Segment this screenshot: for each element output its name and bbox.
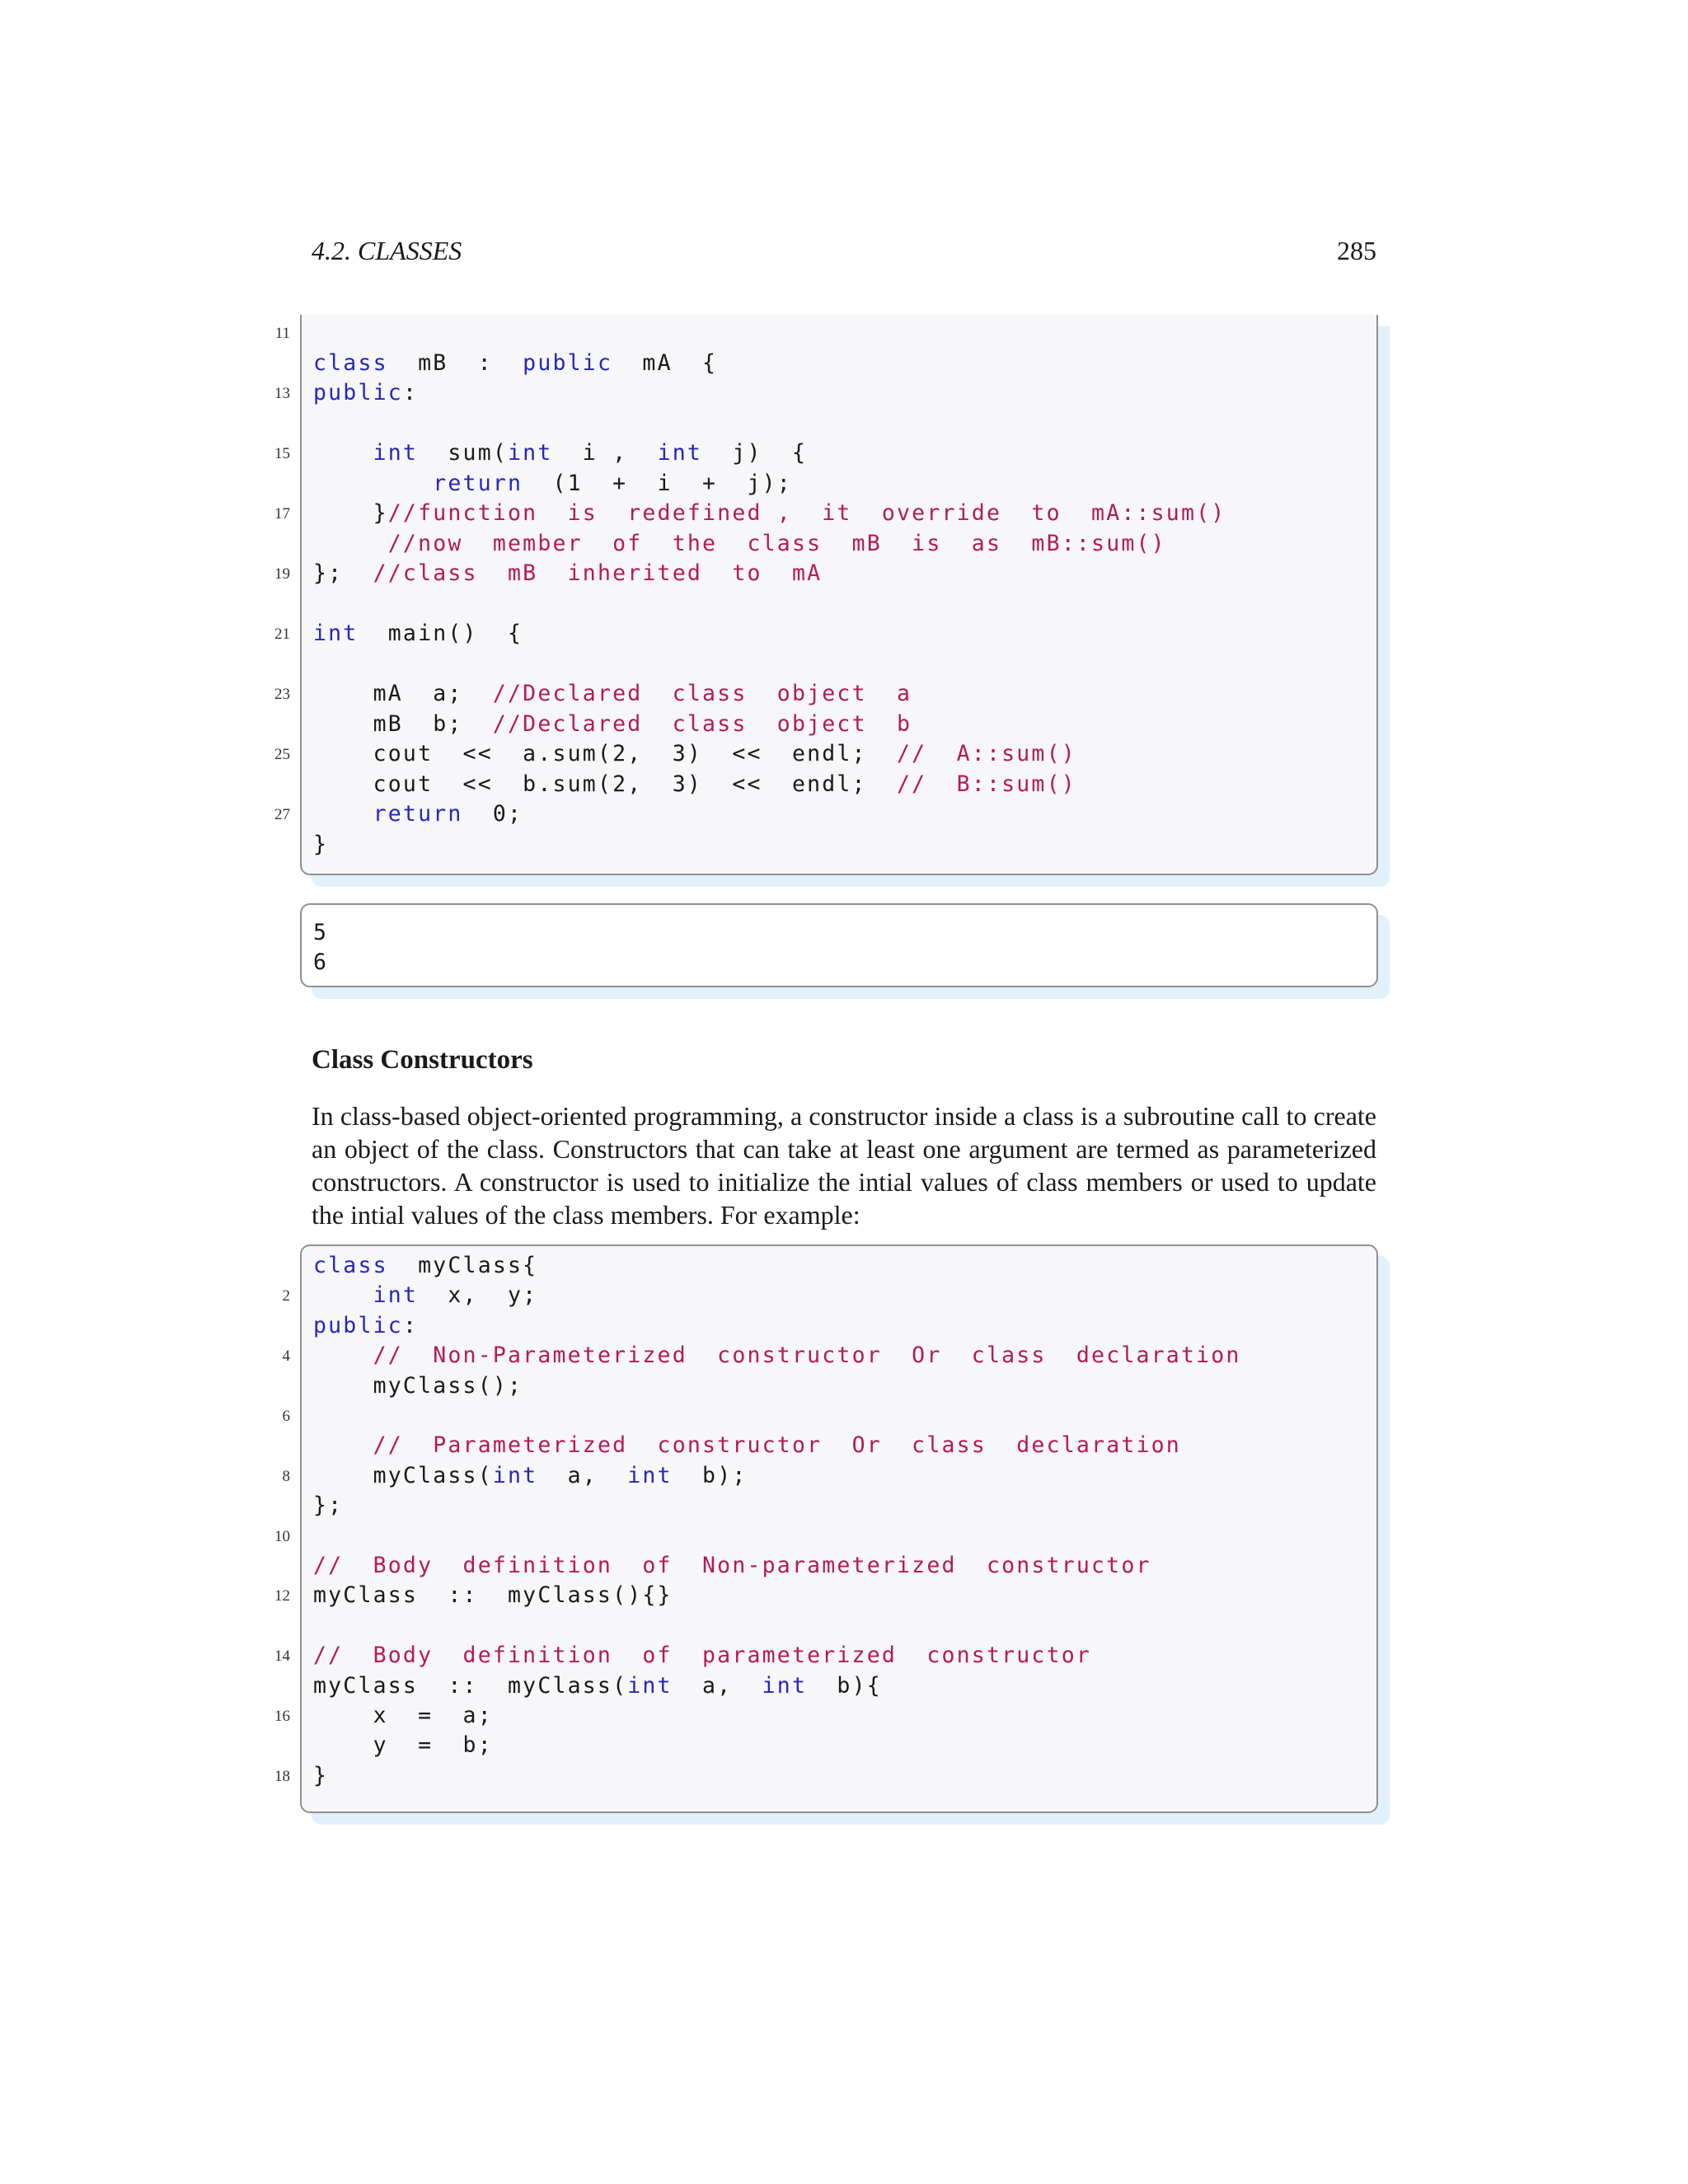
- output-line: 5: [313, 920, 326, 945]
- running-header-title: 4.2. CLASSES: [312, 236, 462, 265]
- code-text: main() {: [358, 621, 523, 646]
- code-comment: // Body definition of Non-parameterized constructor: [313, 1553, 1151, 1578]
- code-keyword: class: [313, 349, 388, 376]
- code-line: [313, 438, 807, 468]
- line-number: 16: [274, 1708, 290, 1725]
- code-line: [313, 799, 523, 829]
- code-keyword: int: [762, 1672, 808, 1699]
- code-text: myClass :: myClass(){}: [313, 1582, 673, 1609]
- code-text: mB b;: [313, 710, 493, 737]
- line-number: 10: [274, 1527, 290, 1545]
- code-line: [313, 739, 1076, 769]
- line-number: 14: [274, 1647, 290, 1666]
- code-text: cout << a.sum(2, 3) << endl;: [313, 741, 898, 766]
- code-text: myClass :: myClass(: [313, 1672, 628, 1699]
- code-text: };: [313, 1493, 344, 1519]
- code-text: }: [313, 500, 388, 526]
- line-number: 6: [282, 1408, 290, 1425]
- code-comment: // A::sum(): [897, 741, 1076, 766]
- code-text: y = b;: [313, 1732, 493, 1759]
- code-line: [313, 499, 1226, 528]
- code-text: [313, 801, 373, 827]
- code-keyword: int: [492, 1462, 538, 1488]
- code-comment: //class mB inherited to mA: [373, 560, 823, 586]
- code-keyword: int: [373, 1282, 419, 1309]
- code-line: [313, 679, 912, 709]
- line-number: 13: [274, 385, 290, 402]
- line-number: 19: [274, 565, 290, 583]
- code-text: myClass(: [313, 1462, 493, 1488]
- output-line: 6: [313, 949, 326, 975]
- code-text: j) {: [702, 440, 808, 466]
- code-line: [313, 1581, 673, 1610]
- code-keyword: int: [508, 440, 553, 466]
- code-line: [313, 619, 523, 649]
- code-text: }: [313, 831, 329, 857]
- code-text: a,: [537, 1462, 628, 1488]
- code-text: [313, 1343, 373, 1368]
- code-keyword: int: [627, 1672, 673, 1699]
- line-number: 8: [282, 1467, 290, 1485]
- code-line: [313, 1671, 882, 1701]
- line-number: 4: [282, 1347, 290, 1366]
- code-text: [313, 471, 433, 496]
- code-keyword: public: [313, 1312, 403, 1338]
- code-text: }: [313, 1762, 329, 1788]
- line-number: 25: [274, 746, 290, 763]
- code-line: [313, 1461, 748, 1491]
- line-number: 2: [282, 1287, 290, 1305]
- code-line: [313, 1371, 523, 1401]
- code-comment: //Declared class object a: [492, 681, 912, 706]
- code-line: [313, 1761, 328, 1791]
- code-text: cout << b.sum(2, 3) << endl;: [313, 771, 898, 797]
- code-comment: //Declared class object b: [492, 710, 912, 737]
- code-keyword: int: [657, 440, 703, 466]
- code-text: myClass();: [313, 1372, 523, 1399]
- code-keyword: return: [373, 801, 463, 827]
- code-line: [313, 529, 1166, 559]
- program-output: [300, 903, 1378, 987]
- line-number: 12: [274, 1587, 290, 1605]
- code-text: mA {: [612, 349, 718, 376]
- code-comment: // Body definition of parameterized constructor: [313, 1643, 1092, 1669]
- line-number: 27: [274, 806, 290, 823]
- code-comment: //now member of the class mB is as mB::sum(): [387, 530, 1166, 556]
- code-line: [313, 1341, 1241, 1371]
- line-number: 17: [274, 505, 290, 523]
- code-text: [313, 440, 373, 466]
- code-text: x = a;: [313, 1703, 493, 1728]
- code-line: [313, 710, 912, 739]
- code-text: :: [402, 380, 419, 405]
- code-line: [313, 1251, 537, 1281]
- code-listing-1: [274, 315, 1378, 875]
- code-keyword: int: [313, 621, 359, 646]
- line-number: 21: [274, 626, 290, 643]
- code-line: [313, 559, 822, 588]
- code-listing-2: [274, 1244, 1378, 1813]
- code-line: [313, 1701, 493, 1731]
- line-number: 11: [274, 325, 290, 342]
- code-comment: // Parameterized constructor Or class declaration: [373, 1432, 1181, 1459]
- code-text: myClass{: [387, 1253, 538, 1278]
- page-number: 285: [1337, 236, 1376, 265]
- code-line: [313, 378, 418, 408]
- code-keyword: public: [523, 349, 613, 376]
- line-number: 15: [274, 445, 290, 462]
- code-line: [313, 1551, 1151, 1581]
- code-text: mA a;: [313, 681, 493, 706]
- line-number: 18: [274, 1767, 290, 1785]
- code-text: 0;: [462, 801, 523, 827]
- code-keyword: int: [627, 1462, 673, 1488]
- code-text: };: [313, 560, 373, 586]
- code-text: [313, 1432, 373, 1458]
- code-text: b);: [672, 1462, 748, 1488]
- code-text: b){: [807, 1672, 882, 1699]
- code-comment: // Non-Parameterized constructor Or class declaration: [373, 1343, 1241, 1369]
- code-line: [313, 1431, 1181, 1460]
- code-comment: //function is redefined , it override to mA::sum(): [387, 500, 1226, 526]
- code-text: [313, 531, 388, 556]
- code-keyword: int: [373, 440, 419, 466]
- code-line: [313, 1491, 343, 1521]
- code-text: (1 + i + j);: [523, 470, 792, 496]
- line-number: 23: [274, 686, 290, 703]
- code-keyword: class: [313, 1253, 388, 1278]
- code-line: [313, 469, 792, 499]
- code-line: [313, 1281, 537, 1310]
- code-text: mB :: [387, 349, 523, 376]
- section-heading: Class Constructors: [312, 1045, 533, 1075]
- code-comment: // B::sum(): [897, 771, 1076, 797]
- body-paragraph: In class-based object-oriented programming, a constructor inside a class is a subroutine call to create an object of the class. Constructors that can take at least one argument are termed as parameterized constructors. A constructor is used to initialize the intial values of class members or used to update the intial values of the class members. For example:: [312, 1101, 1376, 1230]
- code-text: a,: [672, 1672, 762, 1699]
- code-text: i ,: [552, 440, 658, 466]
- code-text: x, y;: [418, 1282, 538, 1309]
- code-keyword: public: [313, 380, 403, 405]
- code-line: [313, 349, 717, 378]
- code-line: [313, 1731, 493, 1760]
- code-text: :: [402, 1312, 419, 1338]
- code-line: [313, 770, 1076, 799]
- code-line: [313, 1641, 1091, 1671]
- code-text: [313, 1282, 373, 1308]
- code-text: sum(: [418, 440, 509, 466]
- code-line: [313, 1311, 418, 1341]
- code-keyword: return: [433, 470, 523, 496]
- code-line: [313, 830, 328, 860]
